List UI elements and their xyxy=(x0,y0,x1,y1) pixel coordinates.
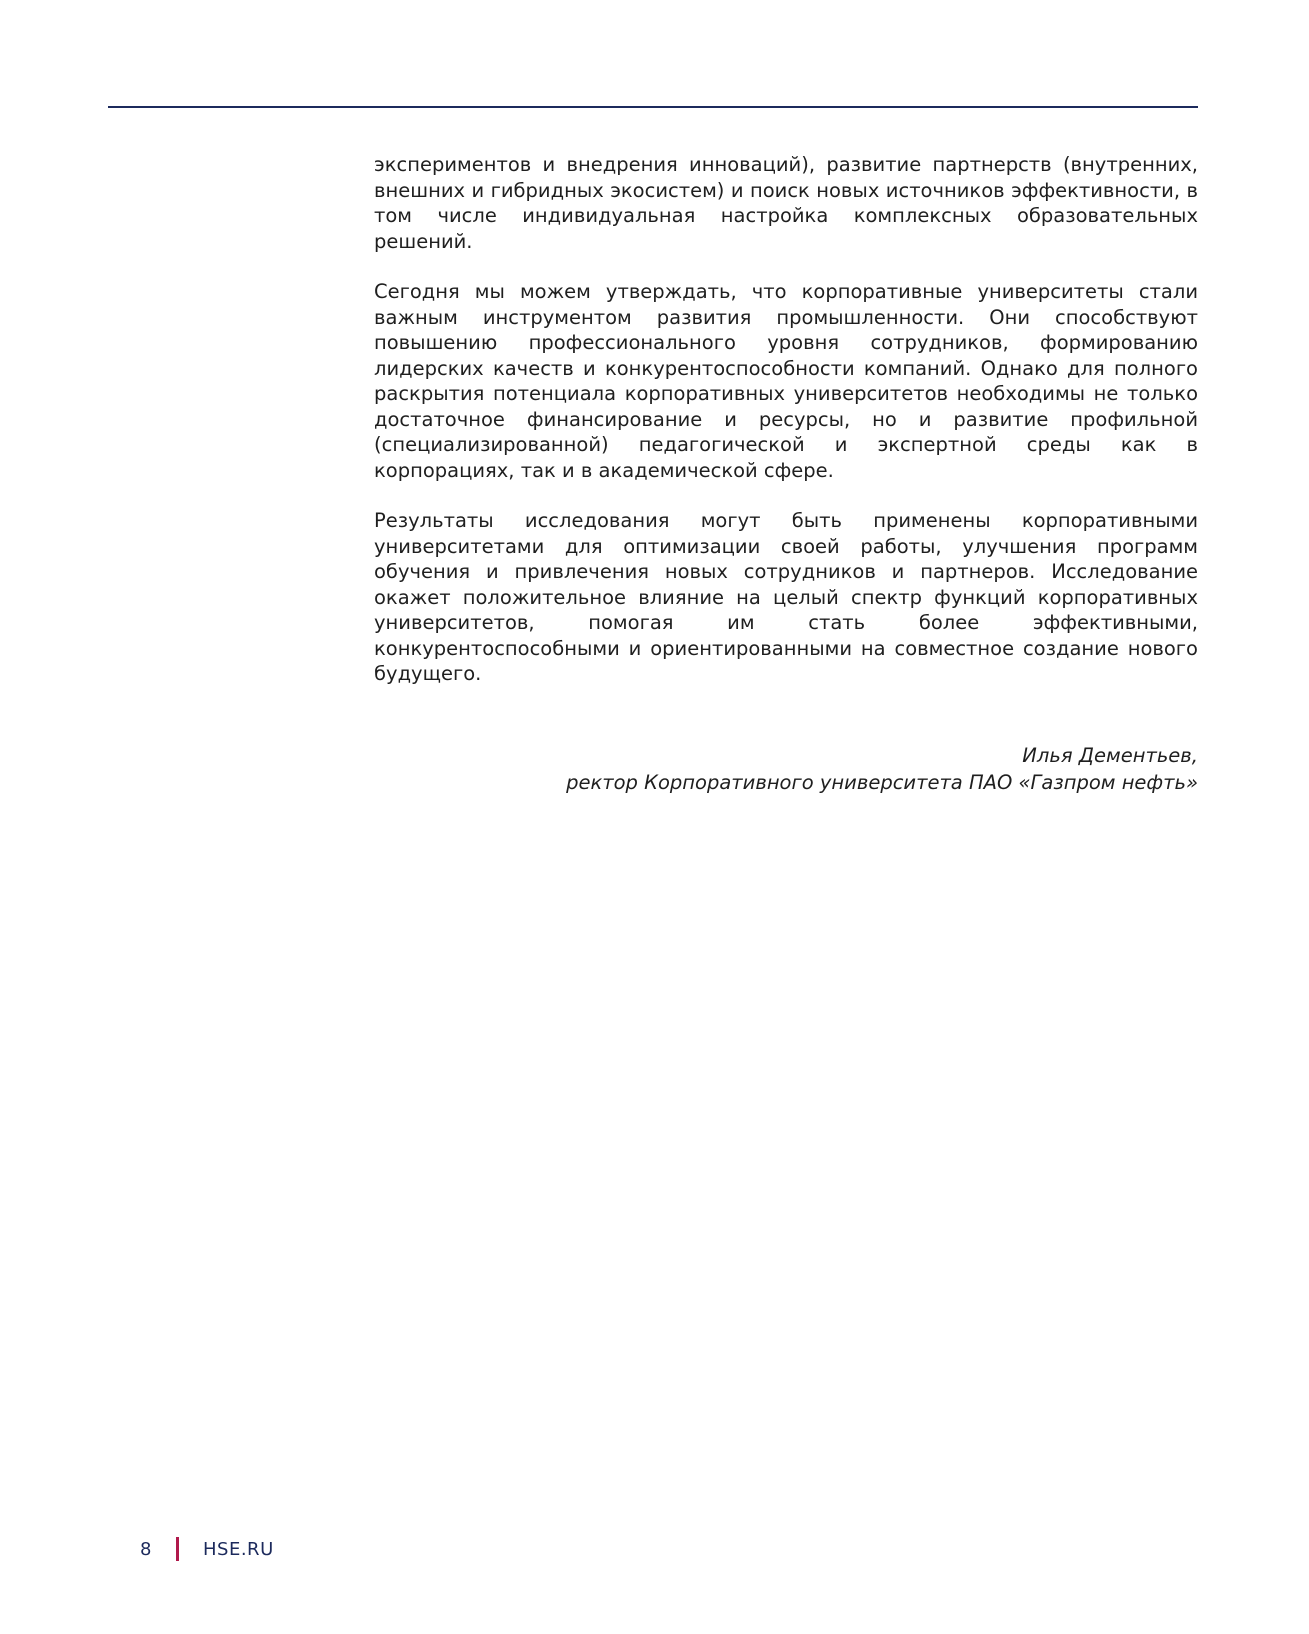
paragraph-2: Сегодня мы можем утверждать, что корпоративные университеты стали важным инструментом развития промышленности. Они способствуют повышению профессионального уровня сотрудников, формированию лидерских качеств и конкурентоспособности компаний. Однако для полного раскрытия потенциала корпоративных университетов необходимы не только достаточное финансирование и ресурсы, но и развитие профильной (специализированной) педагогической и экспертной среды как в корпорациях, так и в академической сфере. xyxy=(374,280,1198,482)
header-rule xyxy=(108,106,1198,108)
page-footer xyxy=(140,1536,274,1562)
site-link[interactable]: HSE.RU xyxy=(203,1538,274,1560)
footer-divider xyxy=(176,1537,179,1561)
page-number: 8 xyxy=(140,1538,152,1560)
paragraph-1: экспериментов и внедрения инноваций), развитие партнерств (внутренних, внешних и гибридных экосистем) и поиск новых источников эффективности, в том числе индивидуальная настройка комплексных образовательных решений. xyxy=(374,153,1198,253)
signature-block xyxy=(374,742,1198,796)
paragraph-3: Результаты исследования могут быть применены корпоративными университетами для оптимизации своей работы, улучшения программ обучения и привлечения новых сотрудников и партнеров. Исследование окажет положительное влияние на целый спектр функций корпоративных университетов, помогая им стать более эффективными, конкурентоспособными и ориентированными на совместное создание нового будущего. xyxy=(374,509,1198,685)
main-text-column xyxy=(374,152,1198,796)
signature-name: Илья Дементьев, xyxy=(1022,743,1198,767)
signature-position: ректор Корпоративного университета ПАО «Газпром нефть» xyxy=(566,770,1198,794)
